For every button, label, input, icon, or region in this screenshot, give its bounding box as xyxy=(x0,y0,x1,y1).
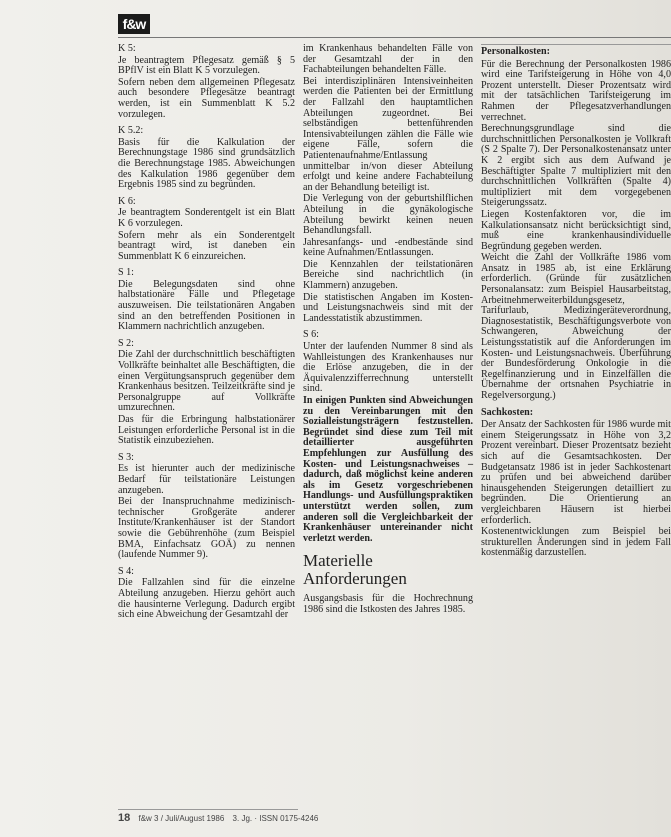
section-label: S 1: xyxy=(118,267,134,279)
paragraph: Die Kennzahlen der teilstationären Bereiche sind nachrichtlich (in Klammern) anzugeben. xyxy=(303,258,473,292)
paragraph: Der Ansatz der Sachkosten für 1986 wurde mit einem Steigerungssatz in Höhe von 3,2 Prozent vereinbart. Dieser Prozentsatz bezieht sich auf die Gesamtsachkosten. Der Budgetansatz 1986 ist in jeder Sachkostenart zu prüfen und bei abweichend darüber hinausgehenden Steigerungen detailliert zu begründen. Die Orientierung an vergleichbaren Häusern ist hierbei erforderlich. xyxy=(481,419,671,526)
paragraph: Die Belegungsdaten sind ohne halbstationäre Fälle und Pflegetage auszuweisen. Die teilstationären Angaben sind an den betreffenden Positionen in Klammern nachrichtlich anzugeben. xyxy=(118,278,295,333)
paragraph: Bei der Inanspruchnahme medizinisch-technischer Großgeräte anderer Institute/Krankenhäuser ist der Standort sowie die Gebührenhöhe (zum Beispiel BMA, Einfachsatz GOÄ) zu nennen (laufende Nummer 9). xyxy=(118,496,295,561)
paragraph: Das für die Erbringung halbstationärer Leistungen erforderliche Personal ist in die Statistik einzubeziehen. xyxy=(118,414,295,447)
paragraph: Je beantragtem Sonderentgelt ist ein Blatt K 6 vorzulegen. xyxy=(118,207,295,229)
paragraph: Die statistischen Angaben im Kosten- und Leistungsnachweis sind mit der Landesstatistik abzustimmen. xyxy=(303,291,473,324)
text-column-left xyxy=(118,44,295,622)
paragraph: Bei interdisziplinären Intensiveinheiten werden die Patienten bei der Ermittlung der Fallzahl den hauptamtlichen Abteilungen zugeordnet. Bei selbständigen bettenführenden Intensivabteilungen zählen die Fälle wie eigene Fälle, sofern die Patientenaufnahme/Entlassung unmittelbar in/von dieser Abteilung erfolgt und keine andere Fachabteilung an der Behandlung beteiligt ist. xyxy=(303,75,473,193)
paragraph: Sofern neben dem allgemeinen Pflegesatz auch besondere Pflegesätze beantragt werden, ist ein Summenblatt K 5.2 vorzulegen. xyxy=(118,76,295,120)
paragraph: Liegen Kostenfaktoren vor, die im Kalkulationsansatz nicht berücksichtigt sind, muß eine krankenhausindividuelle Begründung gegeben werden. xyxy=(481,208,671,252)
paragraph: im Krankenhaus behandelten Fälle von der Gesamtzahl der in den Fachabteilungen behandelten Fälle. xyxy=(303,43,473,76)
header-rule xyxy=(118,37,671,38)
section-label: K 5.2: xyxy=(118,125,144,137)
text-column-right xyxy=(481,44,671,560)
paragraph: Ausgangsbasis für die Hochrechnung 1986 sind die Istkosten des Jahres 1985. xyxy=(303,593,473,615)
section-label: S 4: xyxy=(118,565,134,577)
journal-issue: f&w 3 / Juli/August 1986 xyxy=(138,814,225,823)
section-label: S 3: xyxy=(118,451,134,463)
journal-logo: f&w xyxy=(118,14,150,34)
section-label: S 2: xyxy=(118,337,134,349)
paragraph: Die Fallzahlen sind für die einzelne Abteilung anzugeben. Hierzu gehört auch die hausinterne Verlegung. Dadurch ergibt sich eine Abweichung der Gesamtzahl der xyxy=(118,577,295,621)
paragraph: Für die Berechnung der Personalkosten 1986 wird eine Tarifsteigerung in Höhe von 4,0 Prozent unterstellt. Dieser Prozentsatz wird mit der tatsächlichen Tarifsteigerung im Rahmen der Pflegesatzverhandlungen verrechnet. xyxy=(481,58,671,123)
section-heading: Materielle Anforderungen xyxy=(303,551,407,589)
paragraph: Die Zahl der durchschnittlich beschäftigten Vollkräfte beinhaltet alle Beschäftigten, die einen Vergütungsanspruch gegenüber dem Krankenhaus besitzen. Teilzeitkräfte sind je Personalgruppe auf Vollkräfte umzurechnen. xyxy=(118,349,295,414)
subheading: Sachkosten: xyxy=(481,406,534,418)
paragraph: Sofern mehr als ein Sonderentgelt beantragt wird, ist daneben ein Summenblatt K 6 einzureichen. xyxy=(118,229,295,262)
bold-paragraph: In einigen Punkten sind Abweichungen zu den Vereinbarungen mit den Sozialleistungsträgern festzustellen. Begründet sind diese zum Teil mit detaillierter ausgeführten Empfehlungen zur Ausfüllung des Kosten- und Leistungsnachweises – dadurch, daß möglichst keine anderen als im Gesetz vorgeschriebenen Handlungs- und Ausfüllungspraktiken unterstützt werden sollen, zum anderen soll die Vergleichbarkeit der Krankenhäuser untereinander nicht verletzt werden. xyxy=(303,395,473,544)
paragraph: Jahresanfangs- und -endbestände sind keine Aufnahmen/Entlassungen. xyxy=(303,236,473,259)
paragraph: Berechnungsgrundlage sind die durchschnittlichen Personalkosten je Vollkraft (S 2 Spalte 7). Der Personalkostenansatz unter K 2 ergibt sich aus dem Aufwand je Beschäftigter Spalte 7 multipliziert mit den durchschnittlichen Vollkräften (Spalte 4) multipliziert mit dem vorgegebenen Steigerungssatz. xyxy=(481,123,671,209)
section-label: K 6: xyxy=(118,195,136,207)
page-footer xyxy=(118,812,318,824)
section-label: S 6: xyxy=(303,329,319,341)
paragraph: Die Verlegung von der geburtshilflichen Abteilung in die gynäkologische Abteilung bewirkt keinen neuen Behandlungsfall. xyxy=(303,193,473,237)
text-column-middle xyxy=(303,44,473,617)
paragraph: Es ist hierunter auch der medizinische Bedarf für teilstationäre Leistungen anzugeben. xyxy=(118,463,295,496)
journal-imprint: 3. Jg. · ISSN 0175-4246 xyxy=(232,814,319,823)
subheading: Personalkosten: xyxy=(481,46,550,57)
paragraph: Basis für die Kalkulation der Berechnungstage 1986 sind grundsätzlich die Berechnungstage 1985. Abweichungen des Kalkulation 1986 gegenüber dem Ergebnis 1985 sind zu begründen. xyxy=(118,136,295,191)
paragraph: Unter der laufenden Nummer 8 sind als Wahlleistungen des Krankenhauses nur die Erlöse anzugeben, die in der Äquivalenzzifferrechnung unterstellt sind. xyxy=(303,341,473,395)
footer-rule xyxy=(118,809,298,810)
column-rule xyxy=(481,44,671,45)
section-label: K 5: xyxy=(118,43,136,54)
paragraph: Weicht die Zahl der Vollkräfte 1986 vom Ansatz in 1985 ab, ist eine Erklärung erforderlich. (Gründe für zusätzlichen Personalansatz: zum Beispiel Hausarbeitstag, Arbeitnehmerweiterbildungsgesetz, Tarifurlaub, Medizingeräteverordnung, Diagnosestatistik, Beschäftigungsverbote von Schwangeren, Abweichung der Leistungsstatistik auf die Anforderungen im Kosten- und Leistungsnachweis. Überführung der Bundesförderung Onkologie in die Regelfinanzierung und in Einzelfällen die Übernahme der ortsnahen Psychiatrie in Regelversorgung.) xyxy=(481,252,671,401)
page-number: 18 xyxy=(118,812,131,824)
paragraph: Kostenentwicklungen zum Beispiel bei strukturellen Änderungen sind in jedem Fall kostenmäßig darzustellen. xyxy=(481,526,671,559)
paragraph: Je beantragtem Pflegesatz gemäß § 5 BPflV ist ein Blatt K 5 vorzulegen. xyxy=(118,54,295,77)
